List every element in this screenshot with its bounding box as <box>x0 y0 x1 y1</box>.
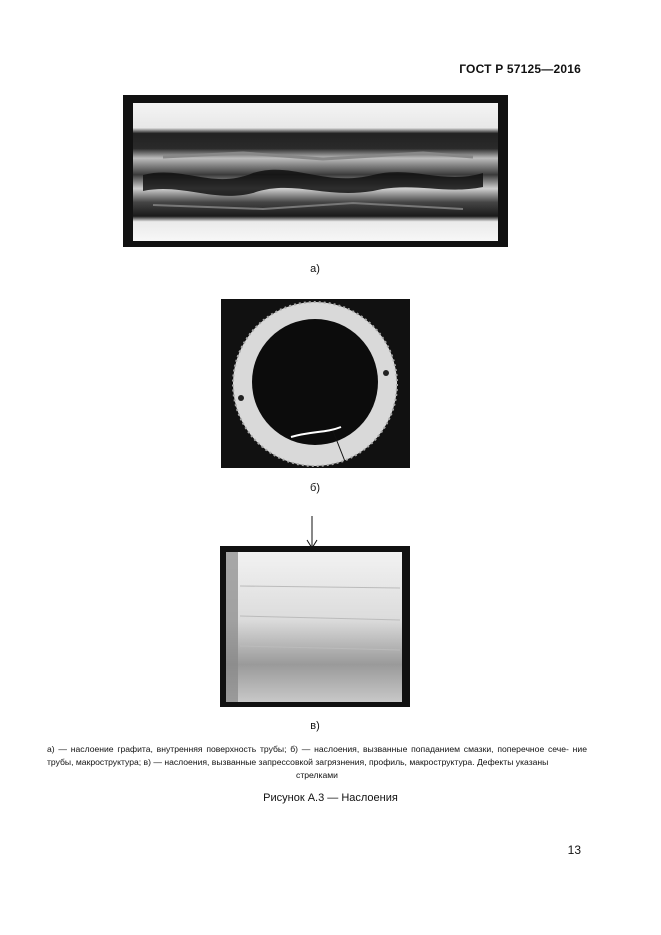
photo-c-contamination-layer <box>220 546 410 707</box>
panel-a-label: а) <box>310 263 320 275</box>
caption-line-2: ние трубы, макроструктура; в) — наслоения, вызванные запрессовкой загрязнения, профиль, макроструктура. Дефекты указаны <box>47 744 587 767</box>
figure-title: Рисунок А.3 — Наслоения <box>263 792 398 804</box>
photo-b-grease-layer <box>221 299 410 468</box>
photo-a-graphite-layer <box>123 95 508 247</box>
panel-c-label: в) <box>310 720 320 732</box>
caption-line-3: стрелками <box>296 770 338 780</box>
page-number: 13 <box>567 843 581 857</box>
defect-arrow <box>305 516 319 550</box>
standard-header: ГОСТ Р 57125—2016 <box>459 62 581 76</box>
caption-line-1: а) — наслоение графита, внутренняя поверхность трубы; б) — наслоения, вызванные попаданием смазки, поперечное сече- <box>47 744 569 754</box>
panel-b-label: б) <box>310 482 320 494</box>
figure-caption <box>47 743 587 782</box>
